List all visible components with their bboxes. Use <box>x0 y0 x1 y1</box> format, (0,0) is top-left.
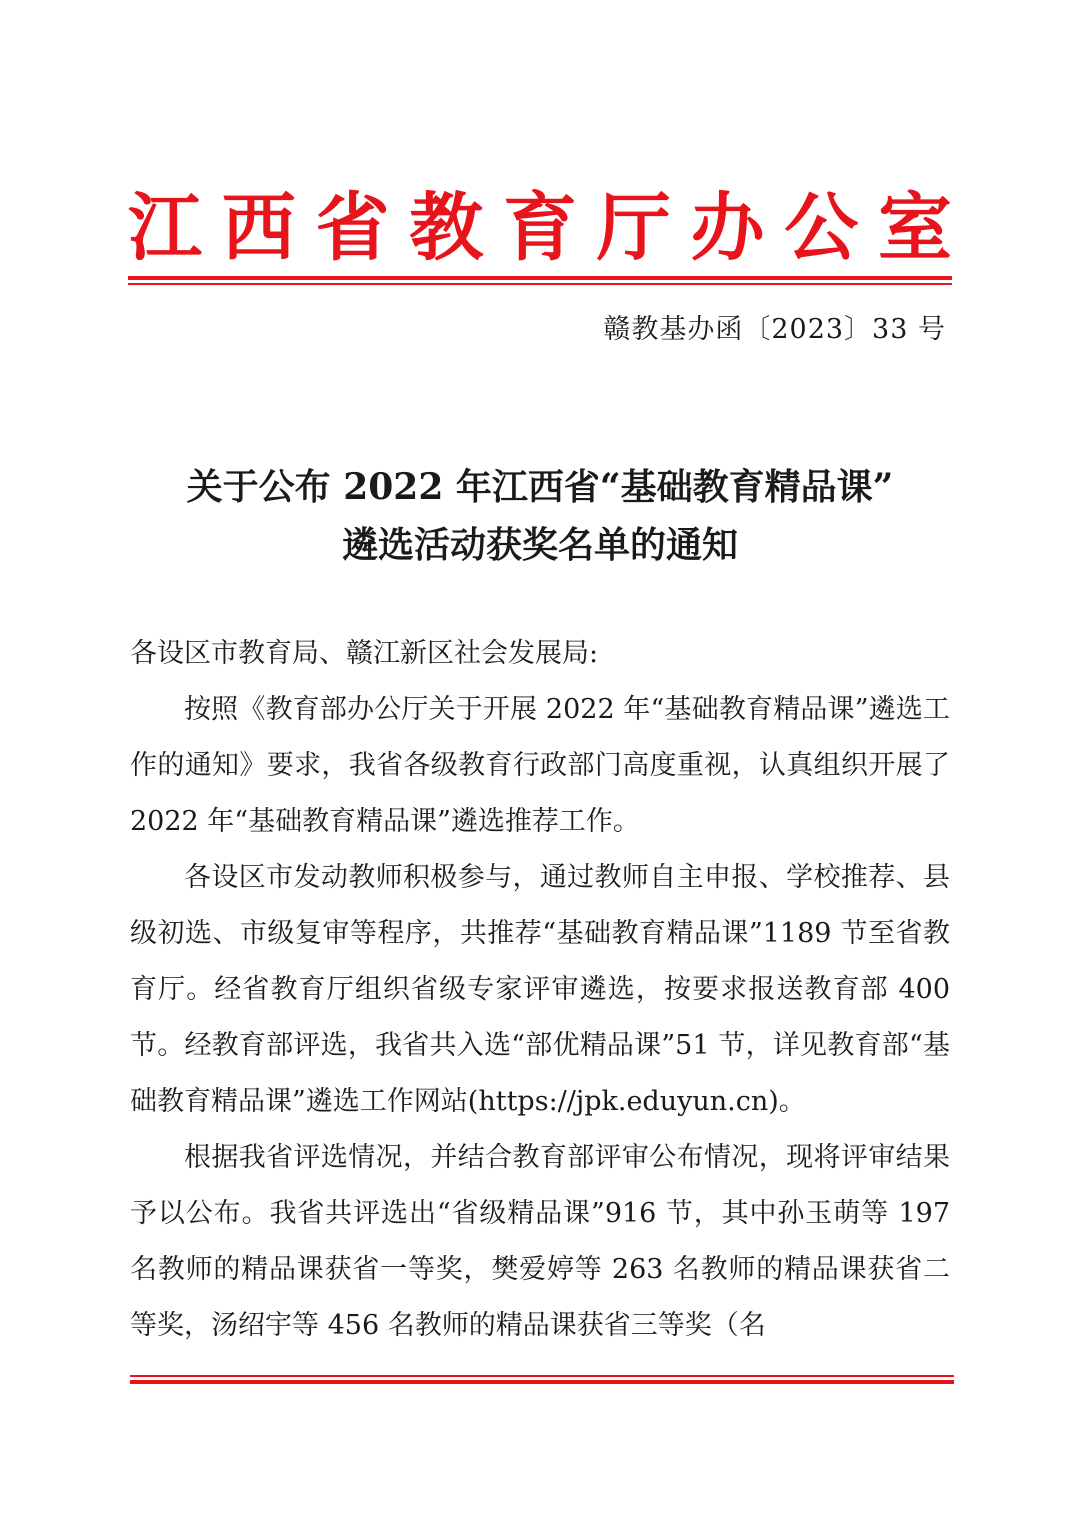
document-title <box>100 458 980 574</box>
footer-red-divider <box>130 1375 954 1385</box>
document-title-line-1: 关于公布 2022 年江西省“基础教育精品课” <box>186 466 894 508</box>
header-char: 育 <box>503 185 577 271</box>
body-paragraph: 按照《教育部办公厅关于开展 2022 年“基础教育精品课”遴选工作的通知》要求，我省各级教育行政部门高度重视，认真组织开展了 2022 年“基础教育精品课”遴选推荐工作。 <box>130 694 950 837</box>
document-body <box>130 626 950 1354</box>
header-char: 西 <box>221 185 296 271</box>
header-char: 省 <box>315 185 390 271</box>
header-char: 办 <box>690 185 765 271</box>
header-red-divider <box>128 276 952 286</box>
body-paragraph: 各设区市发动教师积极参与，通过教师自主申报、学校推荐、县级初选、市级复审等程序，共推荐“基础教育精品课”1189 节至省教育厅。经省教育厅组织省级专家评审遴选，按要求报送教育部 400 节。经教育部评选，我省共入选“部优精品课”51 节，详见教育部“基础教育精品课”遴选工作网站(https://jpk.eduyun.cn)。 <box>130 862 950 1117</box>
divider-thick-line <box>130 1380 954 1384</box>
header-char: 厅 <box>596 185 671 271</box>
body-paragraph: 根据我省评选情况，并结合教育部评审公布情况，现将评审结果予以公布。我省共评选出“省级精品课”916 节，其中孙玉萌等 197 名教师的精品课获省一等奖，樊爱婷等 263 名教师的精品课获省二等奖，汤绍宇等 456 名教师的精品课获省三等奖（名 <box>130 1142 950 1341</box>
document-number: 赣教基办函〔2023〕33 号 <box>603 314 946 345</box>
salutation: 各设区市教育局、赣江新区社会发展局: <box>130 638 599 669</box>
issuing-office-header <box>128 182 952 274</box>
header-char: 江 <box>128 185 202 271</box>
document-title-line-2: 遴选活动获奖名单的通知 <box>341 524 738 566</box>
header-char: 教 <box>409 185 484 271</box>
header-char: 室 <box>878 185 952 271</box>
divider-thin-line <box>130 1375 954 1377</box>
header-char: 公 <box>784 185 859 271</box>
divider-thin-line <box>128 283 952 285</box>
divider-thick-line <box>128 276 952 280</box>
